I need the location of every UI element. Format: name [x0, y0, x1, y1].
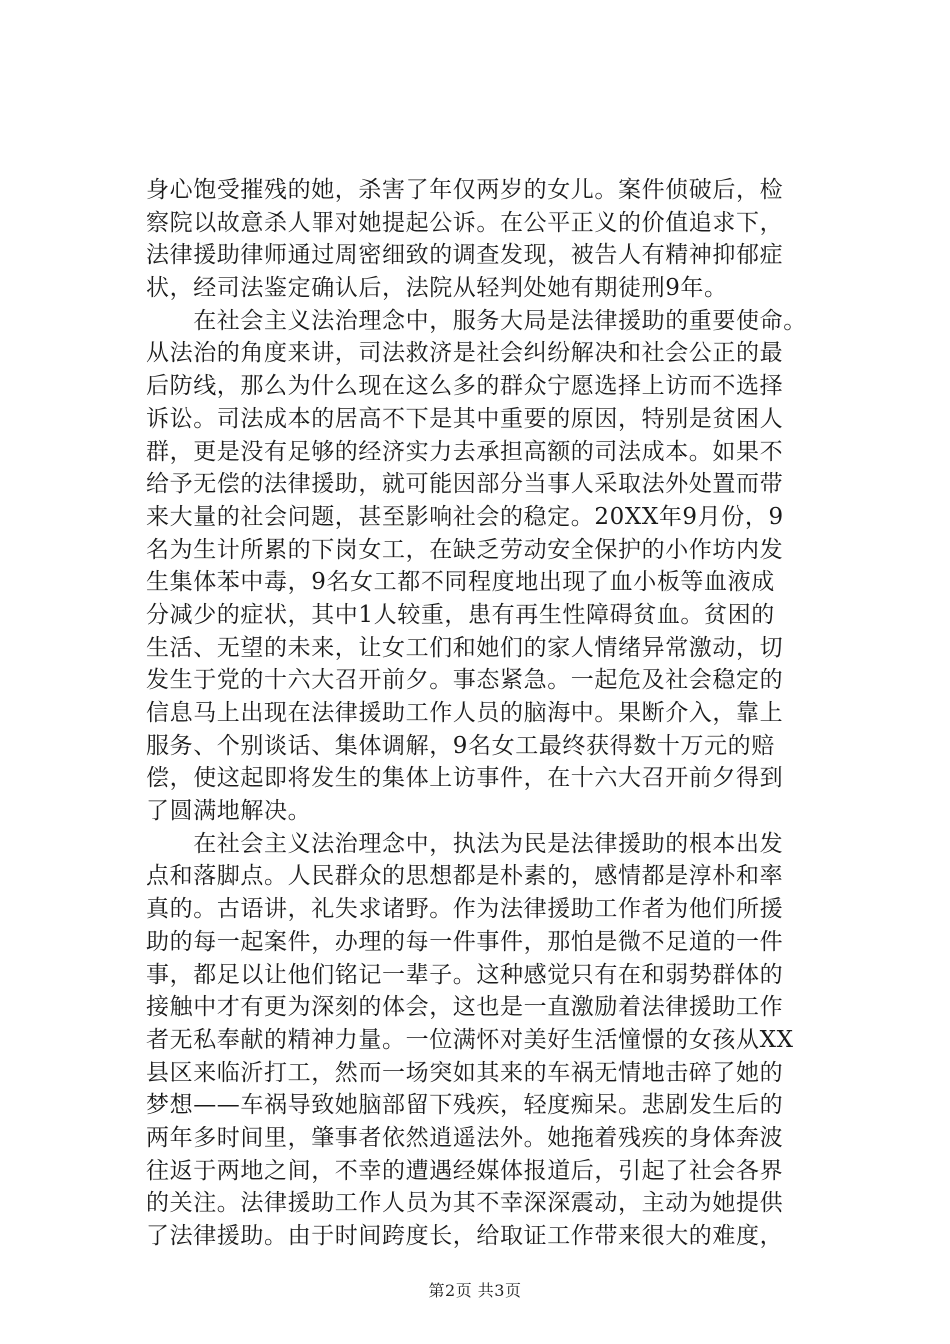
text-line: 两年多时间里，肇事者依然逍遥法外。她拖着残疾的身体奔波 [146, 1124, 784, 1151]
text-line: 生集体苯中毒，9名女工都不同程度地出现了血小板等血液成 [146, 569, 775, 596]
text-line: 了圆满地解决。 [146, 798, 312, 825]
text-line: 县区来临沂打工，然而一场突如其来的车祸无情地击碎了她的 [146, 1059, 784, 1086]
text-line: 发生于党的十六大召开前夕。事态紧急。一起危及社会稳定的 [146, 667, 784, 694]
text-line: 了法律援助。由于时间跨度长，给取证工作带来很大的难度， [146, 1223, 784, 1249]
text-line: 诉讼。司法成本的居高不下是其中重要的原因，特别是贫困人 [146, 405, 784, 432]
page-number-footer: 第2页 共3页 [428, 1281, 522, 1300]
text-line: 者无私奉献的精神力量。一位满怀对美好生活憧憬的女孩从XX [146, 1026, 794, 1053]
text-line: 偿，使这起即将发生的集体上访事件，在十六大召开前夕得到 [146, 765, 784, 792]
text-line: 来大量的社会问题，甚至影响社会的稳定。20XX年9月份，9 [146, 503, 784, 530]
body-text [146, 174, 836, 1253]
text-line: 真的。古语讲，礼失求诸野。作为法律援助工作者为他们所援 [146, 896, 784, 923]
text-line: 信息马上出现在法律援助工作人员的脑海中。果断介入，靠上 [146, 700, 784, 726]
text-line: 的关注。法律援助工作人员为其不幸深深震动，主动为她提供 [146, 1190, 784, 1217]
text-line: 后防线，那么为什么现在这么多的群众宁愿选择上访而不选择 [146, 373, 784, 400]
text-line: 法律援助律师通过周密细致的调查发现，被告人有精神抑郁症 [146, 242, 784, 269]
text-line: 梦想——车祸导致她脑部留下残疾，轻度痴呆。悲剧发生后的 [146, 1092, 784, 1119]
text-line: 事，都足以让他们铭记一辈子。这种感觉只有在和弱势群体的 [146, 961, 784, 988]
text-line: 身心饱受摧残的她，杀害了年仅两岁的女儿。案件侦破后，检 [146, 177, 784, 203]
text-line: 察院以故意杀人罪对她提起公诉。在公平正义的价值追求下， [146, 209, 784, 236]
text-line: 服务、个别谈话、集体调解，9名女工最终获得数十万元的赔 [146, 732, 775, 759]
text-line: 名为生计所累的下岗女工，在缺乏劳动安全保护的小作坊内发 [146, 536, 784, 563]
text-line: 生活、无望的未来，让女工们和她们的家人情绪异常激动，切 [146, 634, 784, 661]
text-line: 点和落脚点。人民群众的思想都是朴素的，感情都是淳朴和率 [146, 863, 784, 890]
text-line: 助的每一起案件，办理的每一件事件，那怕是微不足道的一件 [146, 928, 784, 955]
text-line: 在社会主义法治理念中，执法为民是法律援助的根本出发 [146, 830, 784, 857]
text-line: 给予无偿的法律援助，就可能因部分当事人采取法外处置而带 [146, 471, 784, 498]
text-line: 接触中才有更为深刻的体会，这也是一直激励着法律援助工作 [146, 994, 784, 1021]
text-line: 分减少的症状，其中1人较重，患有再生性障碍贫血。贫困的 [146, 601, 775, 628]
text-line: 往返于两地之间，不幸的遭遇经媒体报道后，引起了社会各界 [146, 1157, 784, 1184]
text-line: 从法治的角度来讲，司法救济是社会纠纷解决和社会公正的最 [146, 340, 784, 367]
text-line: 在社会主义法治理念中，服务大局是法律援助的重要使命。 [146, 307, 807, 334]
text-line: 状，经司法鉴定确认后，法院从轻判处她有期徒刑9年。 [146, 275, 728, 302]
text-line: 群，更是没有足够的经济实力去承担高额的司法成本。如果不 [146, 438, 784, 465]
